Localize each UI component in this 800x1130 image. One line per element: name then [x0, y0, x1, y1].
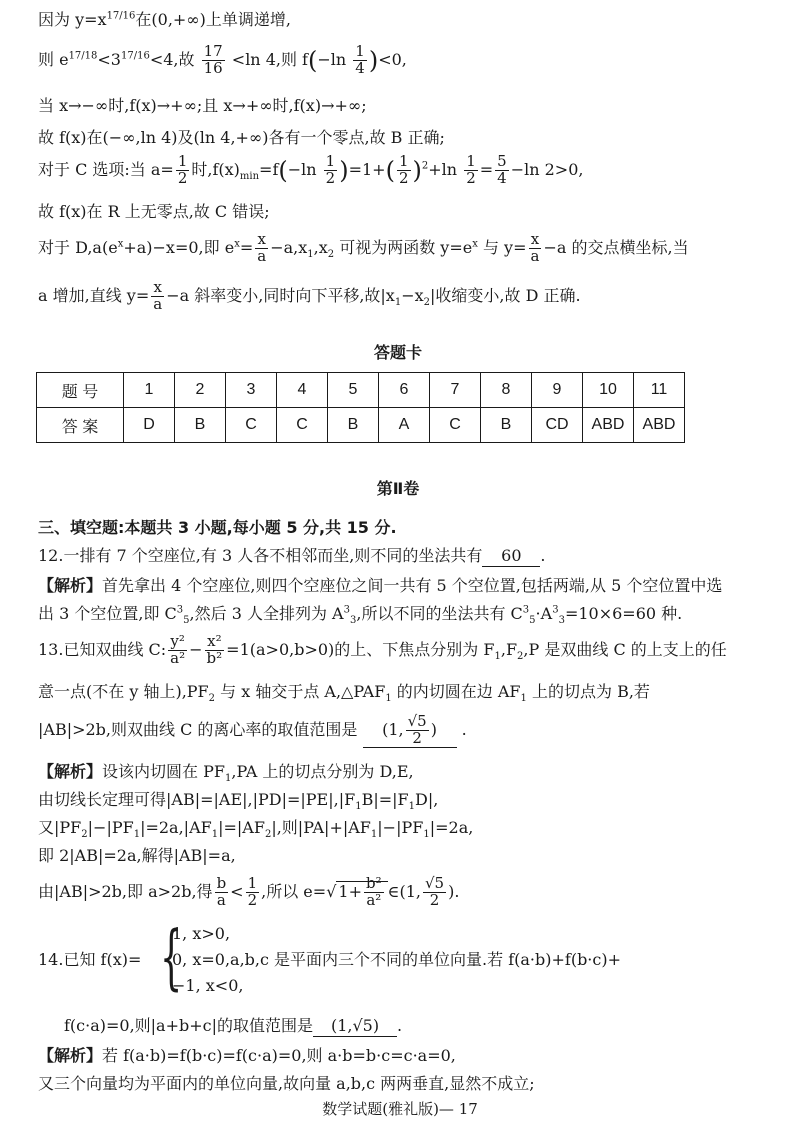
text-line: 故 f(x)在(−∞,ln 4)及(ln 4,+∞)各有一个零点,故 B 正确;	[38, 128, 445, 147]
table-cell: C	[226, 408, 277, 443]
table-cell: B	[481, 408, 532, 443]
text-line: 则 $e^{17/18}<3^{17/16}<4$,故 $\frac{17}{16}$ <ln 4,则 f(−ln $\frac{1}{4}$ )<0,	[38, 42, 407, 77]
table-cell: D	[124, 408, 175, 443]
text-line: 对于 C 选项:当 a= $\frac{1}{2}$ 时$,f(x)_{min}=f(-\ln$ $\frac{1}{2}$ )=1+( $\frac{1}{2}$ )$^2$+ln $\frac{1}{2}$ = $\frac{5}{4}$ −ln 2>0,	[38, 152, 584, 187]
table-cell: 11	[634, 373, 685, 408]
solution-line: 由切线长定理可得$|AB|=|AE|,|PD|=|PE|,|F_1B|=|F_1D|$,	[38, 790, 439, 813]
solution-line: 由|AB|>2b,即 a>2b,得 $\frac{b}{a}$ < $\frac{1}{2}$ ,所以 e=√ 1+ $\frac{\text{b²}}{\text{a²}}$ ∈(1, $\frac{√5}{2}$ ).	[38, 874, 460, 909]
fraction: $\frac{1}{2}$	[466, 152, 476, 187]
fraction: $\frac{1}{4}$	[355, 42, 365, 77]
case-line: 0, x=0,a,b,c 是平面内三个不同的单位向量.若 f(a·b)+f(b·c)+	[172, 950, 622, 969]
text-line: 当 x→−∞时,f(x)→+∞;且 x→+∞时,f(x)→+∞;	[38, 96, 367, 115]
table-cell: 7	[430, 373, 481, 408]
solution-line: 又$|PF_2|-|PF_1|=2a,|AF_1|=|AF_2|$,则$|PA|+|AF_1|-|PF_1|=2a$,	[38, 818, 474, 841]
text-line: 因为 $y=x^{17/16}$在(0,+∞)上单调递增,	[38, 10, 291, 29]
table-cell: B	[175, 408, 226, 443]
table-cell: C	[430, 408, 481, 443]
text-line: 对于 $D,a(e^x+a)-x=0$,即 $e^x=$ $\frac{x}{a}$ $-a,x_1,x_2$ 可视为两函数 $y=e^x$ 与 y= $\frac{x}{a}$ −a 的交点横坐标,当	[38, 230, 689, 265]
fraction: $\frac{x}{a}$	[153, 278, 163, 313]
fraction: $\frac{x}{a}$	[257, 230, 267, 265]
table-cell: 9	[532, 373, 583, 408]
answer-card-title: 答题卡	[373, 343, 422, 362]
fraction: $\frac{17}{16}$	[203, 42, 223, 77]
answer-blank: (1,√5)	[313, 1016, 397, 1037]
table-cell: 3	[226, 373, 277, 408]
text-line: a 增加,直线 y= $\frac{x}{a}$ −a 斜率变小,同时向下平移,故$|x_1-x_2|$收缩变小,故 D 正确.	[38, 278, 581, 313]
case-line: 1, x>0,	[172, 924, 231, 943]
table-cell: 10	[583, 373, 634, 408]
table-cell: CD	[532, 408, 583, 443]
table-cell: 1	[124, 373, 175, 408]
table-cell: A	[379, 408, 430, 443]
question-14: 14.已知 f(x)=	[38, 950, 142, 969]
answer-blank: 60	[482, 546, 540, 567]
fraction: $\frac{1}{2}$	[325, 152, 336, 187]
solution-tag: 【解析】	[38, 762, 103, 781]
table-cell: 8	[481, 373, 532, 408]
solution-line: 即 2|AB|=2a,解得|AB|=a,	[38, 846, 236, 865]
table-cell: 6	[379, 373, 430, 408]
table-cell: 4	[277, 373, 328, 408]
solution-line: 【解析】设该内切圆在 $PF_1,PA$ 上的切点分别为 D,E,	[38, 762, 414, 785]
section-header: 三、填空题:本题共 3 小题,每小题 5 分,共 15 分.	[38, 518, 397, 537]
text-line: |AB|>2b,则双曲线 C 的离心率的取值范围是 (1, $\frac{√5}{2}$ ) .	[38, 712, 467, 747]
table-cell: 5	[328, 373, 379, 408]
answer-table	[36, 372, 685, 443]
table-cell: ABD	[583, 408, 634, 443]
solution-tag: 【解析】	[38, 1046, 103, 1065]
fraction: $\frac{1}{2}$	[177, 152, 188, 187]
table-cell: 题 号	[37, 373, 124, 408]
text-line: 意一点(不在 y 轴上)$,PF_2$ 与 x 轴交于点 $A,\triangle PAF_1$ 的内切圆在边 $AF_1$ 上的切点为 B,若	[38, 682, 650, 705]
solution-line: 又三个向量均为平面内的单位向量,故向量 a,b,c 两两垂直,显然不成立;	[38, 1074, 535, 1093]
answer-blank: (1, $\frac{√5}{2}$ )	[363, 714, 457, 748]
solution-line: 【解析】若 f(a·b)=f(b·c)=f(c·a)=0,则 a·b=b·c=c·a=0,	[38, 1046, 456, 1065]
page-footer: 数学试题(雅礼版)— 17	[322, 1100, 478, 1118]
fraction: $\frac{1}{2}$	[398, 152, 409, 187]
question-13: 13.已知双曲线 C: $\frac{\text{y²}}{\text{a²}}$ − $\frac{\text{x²}}{\text{b²}}$ =1(a>0,b>0)的上、下焦点分别为 $F_1,F_2,P$ 是双曲线 C 的上支上的任	[38, 632, 727, 667]
solution-tag: 【解析】	[38, 576, 103, 595]
table-cell: C	[277, 408, 328, 443]
text-line: f(c·a)=0,则|a+b+c|的取值范围是 (1,√5) .	[64, 1016, 403, 1035]
brace: {	[160, 916, 183, 998]
solution-line: 【解析】首先拿出 4 个空座位,则四个空座位之间一共有 5 个空位置,包括两端,从 5 个空位置中选	[38, 576, 723, 595]
question-12: 12.一排有 7 个空座位,有 3 人各不相邻而坐,则不同的坐法共有 60 .	[38, 546, 546, 565]
solution-line: 出 3 个空位置,即 $C^3_5$,然后 3 人全排列为 $A^3_3$,所以不同的坐法共有 $C^3_5\cdot A^3_3=10\times 6=60$ 种.	[38, 604, 683, 627]
table-row	[37, 408, 685, 443]
fraction: $\frac{x}{a}$	[530, 230, 540, 265]
table-cell: 答 案	[37, 408, 124, 443]
table-cell: 2	[175, 373, 226, 408]
table-cell: ABD	[634, 408, 685, 443]
text-line: 故 f(x)在 R 上无零点,故 C 错误;	[38, 202, 270, 221]
fraction: $\frac{5}{4}$	[497, 152, 507, 187]
case-line: −1, x<0,	[172, 976, 244, 995]
part-title: 第Ⅱ卷	[376, 479, 420, 498]
table-cell: B	[328, 408, 379, 443]
table-row	[37, 373, 685, 408]
